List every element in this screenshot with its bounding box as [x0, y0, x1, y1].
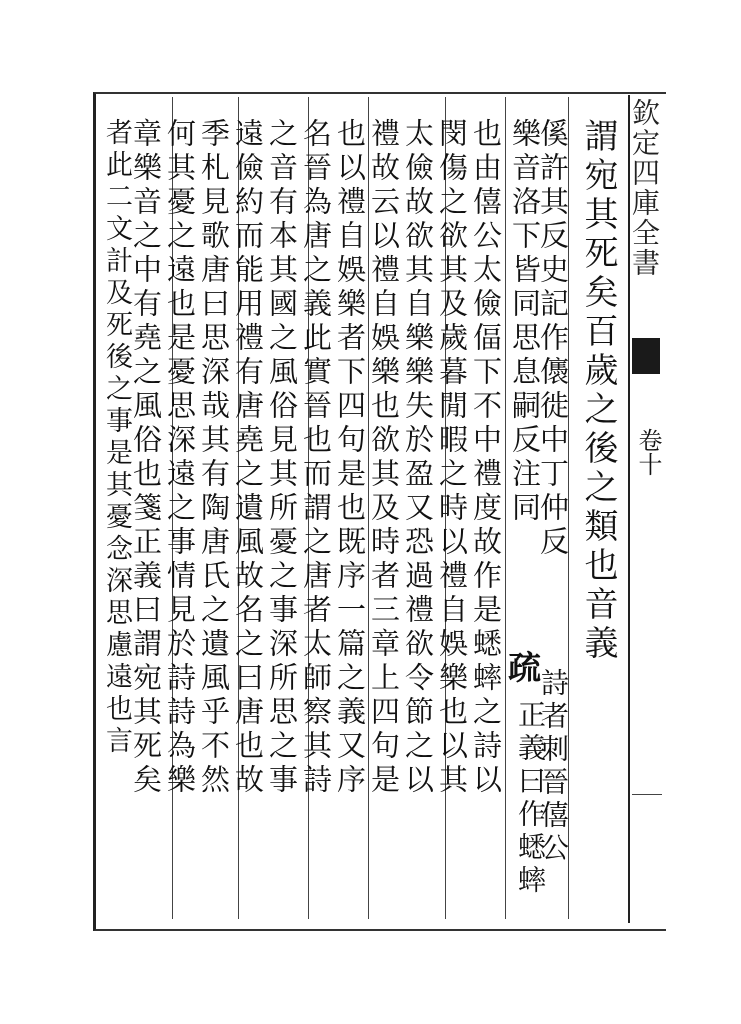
fish-tail-mark	[632, 338, 660, 374]
text-column-3: 樂音洛下皆同思息嗣反注同	[508, 118, 542, 526]
text-column-6: 太儉故欲其自樂樂失於盈又恐過禮欲令節之以	[401, 118, 435, 798]
volume-label: 卷十	[634, 428, 662, 476]
text-column-13: 何其憂之遠也是憂思深遠之事情見於詩詩為樂	[163, 118, 197, 798]
text-column-4: 也由僖公太儉偪下不中禮度故作是蟋蟀之詩以	[469, 118, 503, 798]
text-column-10: 之音有本其國之風俗見其所憂之事深所思之事	[265, 118, 299, 798]
text-column-7: 禮故云以禮自娛樂也欲其及時者三章上四句是	[367, 118, 401, 798]
text-column-2: 傒許其反史記作㒟徙中丁仲反	[536, 118, 570, 560]
text-column-11: 遠儉約而能用禮有唐堯之遺風故名之曰唐也故	[231, 118, 265, 798]
text-column-3-tail: 正義曰作蟋蟀	[514, 700, 547, 898]
text-column-5: 閔傷之欲其及歲暮閒暇之時以禮自娛樂也以其	[435, 118, 469, 798]
book-title: 欽定四庫全書	[628, 98, 661, 278]
text-column-8: 也以禮自娛樂者下四句是也既序一篇之義又序	[333, 118, 367, 798]
margin-tick	[632, 794, 662, 795]
shu-commentary-mark: 疏	[508, 648, 541, 687]
text-column-9: 名晉為唐之義此實晉也而謂之唐者太師察其詩	[299, 118, 333, 798]
text-column-15: 者此二文計及死後之事是其憂念深思慮遠也言	[101, 118, 132, 758]
text-column-14: 章樂音之中有堯之風俗也箋正義曰謂宛其死矣	[129, 118, 163, 798]
text-column-12: 季札見歌唐曰思深哉其有陶唐氏之遺風乎不然	[197, 118, 231, 798]
text-column-2-tail: 詩者刺晉僖公	[537, 668, 570, 866]
text-column-1: 謂宛其死矣百歲之後之類也音義	[578, 118, 618, 664]
